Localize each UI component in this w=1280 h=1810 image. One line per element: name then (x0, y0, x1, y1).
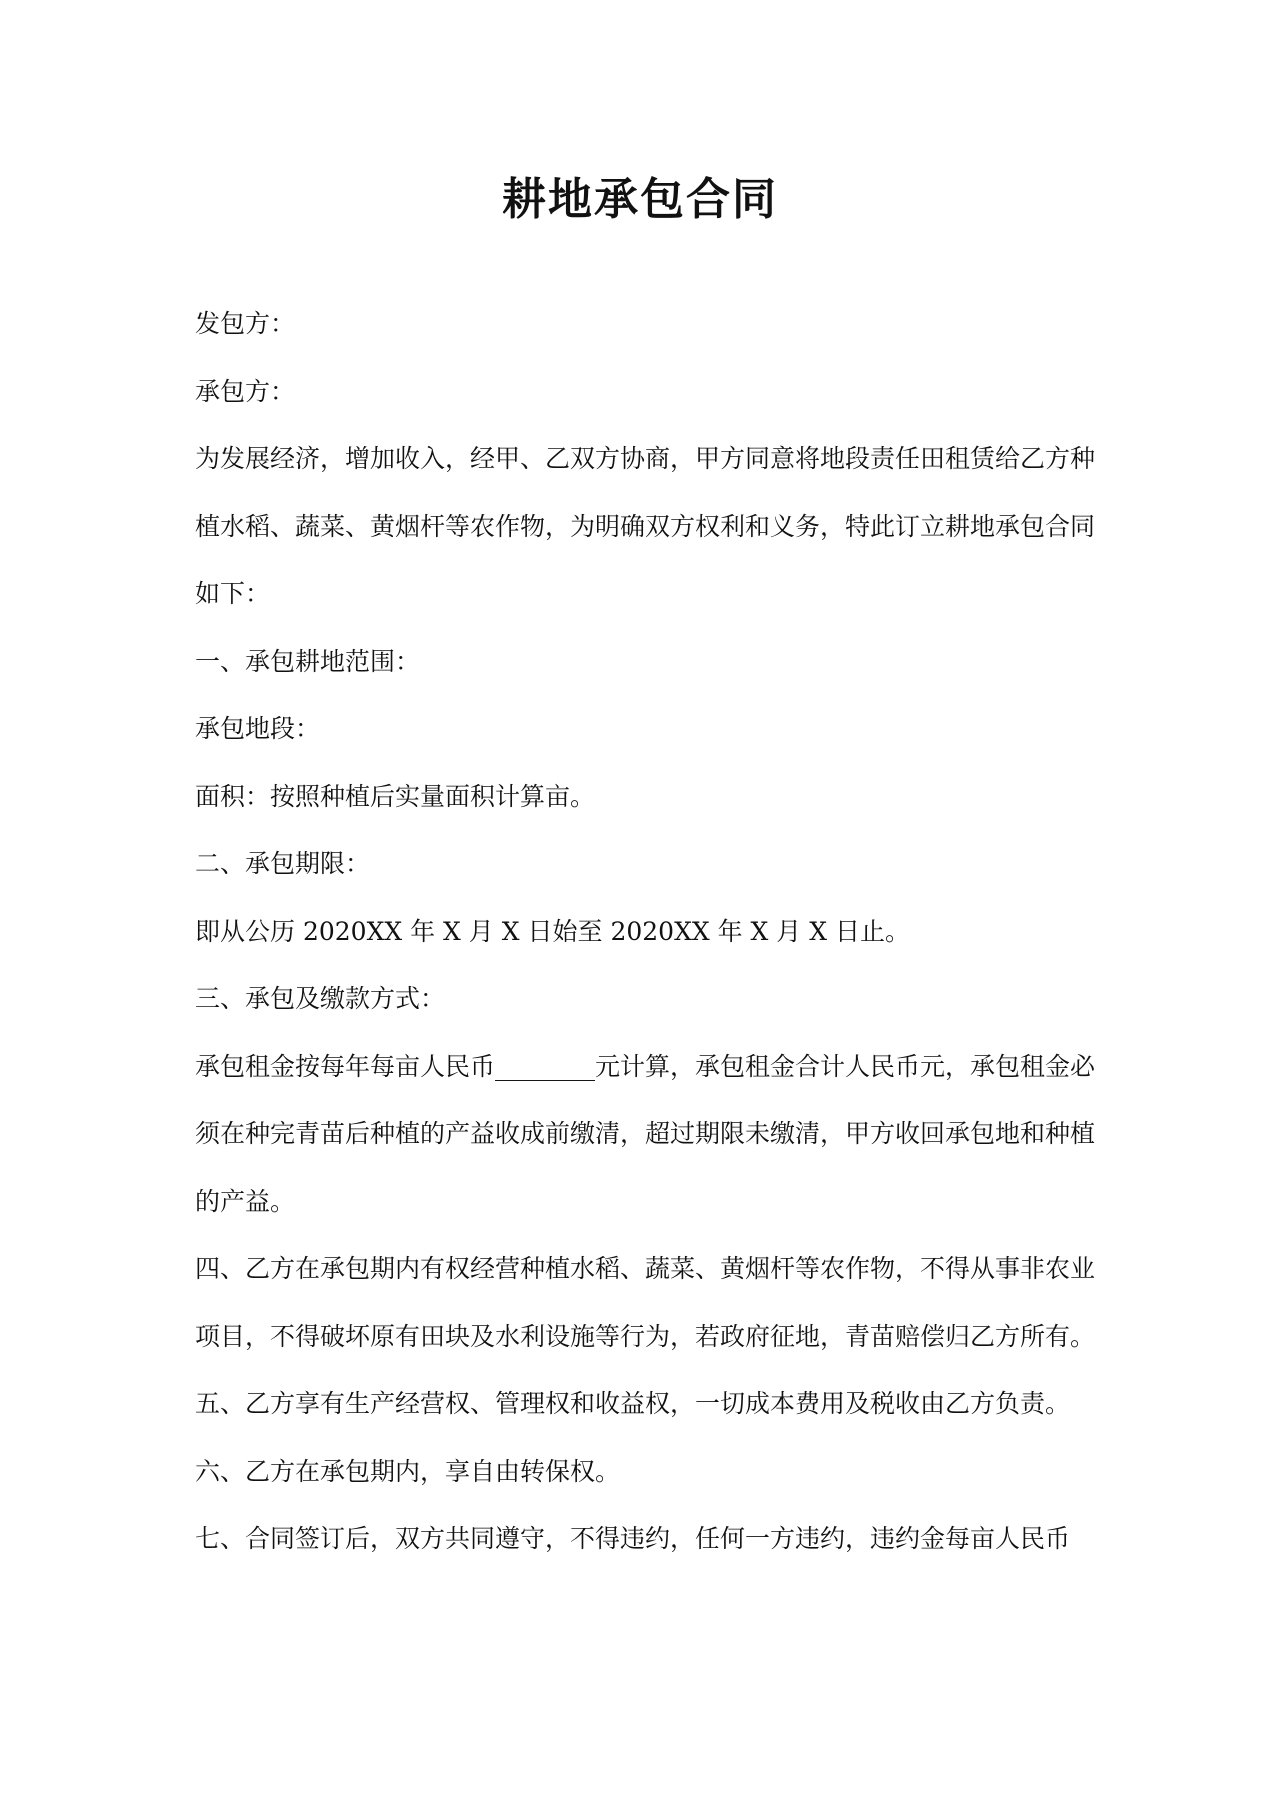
section-heading-scope: 一、承包耕地范围： (195, 646, 421, 676)
section-heading-payment: 三、承包及缴款方式： (195, 984, 446, 1013)
paragraph-term: 即从公历 2020XX 年 X 月 X 日始至 2020XX 年 X 月 X 日止。 (195, 916, 910, 946)
paragraph-area: 面积：按照种植后实量面积计算亩。 (195, 781, 596, 811)
clause-seven: 七、合同签订后，双方共同遵守，不得违约，任何一方违约，违约金每亩人民币 (195, 1524, 1071, 1553)
section-heading-term: 二、承包期限： (195, 849, 371, 878)
document-title: 耕地承包合同 (502, 174, 778, 225)
document-body (195, 290, 1095, 1573)
paragraph-plot: 承包地段： (195, 714, 321, 743)
paragraph-issuer: 发包方： (195, 309, 296, 338)
paragraph-payment: 承包租金按每年每亩人民币________元计算，承包租金合计人民币元，承包租金必须在种完青苗后种植的产益收成前缴清，超过期限未缴清，甲方收回承包地和种植的产益。 (195, 1051, 1096, 1216)
clause-four: 四、乙方在承包期内有权经营种植水稻、蔬菜、黄烟杆等农作物，不得从事非农业项目，不得破坏原有田块及水利设施等行为，若政府征地，青苗赔偿归乙方所有。 (195, 1254, 1096, 1351)
clause-six: 六、乙方在承包期内，享自由转保权。 (195, 1456, 621, 1486)
clause-five: 五、乙方享有生产经营权、管理权和收益权，一切成本费用及税收由乙方负责。 (195, 1389, 1071, 1418)
paragraph-contractor: 承包方： (195, 376, 296, 406)
paragraph-preamble: 为发展经济，增加收入，经甲、乙双方协商，甲方同意将地段责任田租赁给乙方种植水稻、蔬菜、黄烟杆等农作物，为明确双方权利和义务，特此订立耕地承包合同如下： (195, 444, 1096, 608)
